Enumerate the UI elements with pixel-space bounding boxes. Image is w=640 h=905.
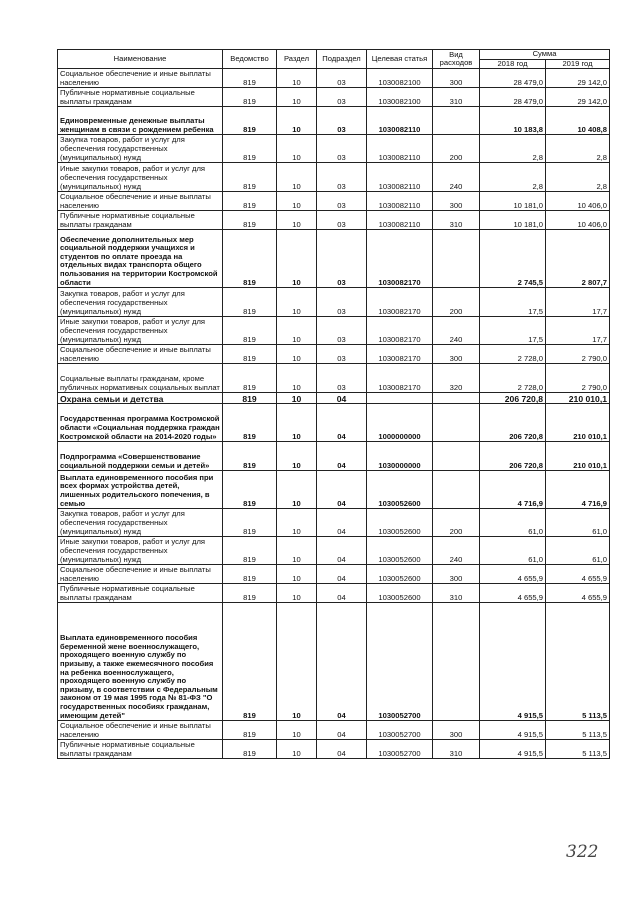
row-expense-type: 200: [433, 288, 480, 317]
row-name: Социальное обеспечение и иные выплаты населению: [58, 565, 223, 584]
row-dept: 819: [223, 288, 277, 317]
row-name: Закупка товаров, работ и услуг для обеспечения государственных (муниципальных) нужд: [58, 288, 223, 317]
row-sum-2019: 2 790,0: [546, 345, 610, 364]
row-section: 10: [277, 584, 317, 603]
row-subsection: 03: [317, 107, 367, 135]
row-subsection: 04: [317, 740, 367, 759]
row-subsection: 04: [317, 584, 367, 603]
row-name: Охрана семьи и детства: [58, 393, 223, 404]
row-subsection: 03: [317, 288, 367, 317]
row-sum-2018: 17,5: [480, 288, 546, 317]
row-expense-type: 310: [433, 88, 480, 107]
row-target: [367, 393, 433, 404]
row-target: 1030082170: [367, 345, 433, 364]
table-row: [58, 565, 610, 584]
row-section: 10: [277, 163, 317, 192]
header-2019: 2019 год: [546, 59, 610, 69]
row-sum-2019: 10 406,0: [546, 211, 610, 230]
header-section: Раздел: [277, 50, 317, 69]
row-target: 1000000000: [367, 404, 433, 442]
row-sum-2019: 10 406,0: [546, 192, 610, 211]
row-sum-2018: 61,0: [480, 509, 546, 537]
row-sum-2019: 4 655,9: [546, 584, 610, 603]
table-row: [58, 471, 610, 509]
row-section: 10: [277, 603, 317, 721]
row-section: 10: [277, 509, 317, 537]
table-row: [58, 509, 610, 537]
row-subsection: 03: [317, 69, 367, 88]
row-sum-2019: 10 408,8: [546, 107, 610, 135]
row-expense-type: 300: [433, 69, 480, 88]
row-dept: 819: [223, 393, 277, 404]
row-section: 10: [277, 404, 317, 442]
row-expense-type: 300: [433, 192, 480, 211]
header-subsection: Подраздел: [317, 50, 367, 69]
row-name: Социальное обеспечение и иные выплаты населению: [58, 721, 223, 740]
row-subsection: 04: [317, 509, 367, 537]
row-dept: 819: [223, 69, 277, 88]
row-dept: 819: [223, 584, 277, 603]
row-expense-type: 200: [433, 509, 480, 537]
row-expense-type: 300: [433, 345, 480, 364]
row-expense-type: 240: [433, 537, 480, 565]
row-sum-2018: 4 915,5: [480, 740, 546, 759]
row-expense-type: [433, 404, 480, 442]
row-target: 1030052700: [367, 740, 433, 759]
table-row: [58, 163, 610, 192]
row-name: Государственная программа Костромской области «Социальная поддержка граждан Костромской области на 2014-2020 годы»: [58, 404, 223, 442]
row-sum-2018: 28 479,0: [480, 88, 546, 107]
row-name: Социальное обеспечение и иные выплаты населению: [58, 69, 223, 88]
row-section: 10: [277, 565, 317, 584]
row-sum-2018: 2,8: [480, 135, 546, 163]
header-name: Наименование: [58, 50, 223, 69]
row-subsection: 04: [317, 471, 367, 509]
row-target: 1030052600: [367, 471, 433, 509]
row-section: 10: [277, 345, 317, 364]
row-subsection: 03: [317, 364, 367, 393]
row-sum-2018: 2 728,0: [480, 364, 546, 393]
row-section: 10: [277, 364, 317, 393]
row-expense-type: [433, 107, 480, 135]
row-sum-2018: 2 728,0: [480, 345, 546, 364]
row-dept: 819: [223, 565, 277, 584]
row-name: Подпрограмма «Совершенствование социальной поддержки семьи и детей»: [58, 442, 223, 471]
row-name: Иные закупки товаров, работ и услуг для обеспечения государственных (муниципальных) нужд: [58, 537, 223, 565]
row-sum-2019: 2,8: [546, 135, 610, 163]
row-sum-2019: 210 010,1: [546, 442, 610, 471]
table-row: [58, 584, 610, 603]
row-sum-2019: 17,7: [546, 317, 610, 345]
row-name: Публичные нормативные социальные выплаты гражданам: [58, 211, 223, 230]
row-sum-2018: 206 720,8: [480, 404, 546, 442]
row-sum-2018: 17,5: [480, 317, 546, 345]
table-row: [58, 721, 610, 740]
row-name: Выплата единовременного пособия беременной жене военнослужащего, проходящего военную службу по призыву, а также ежемесячного пособия на ребенка военнослужащего, проходящего военную службу по призыву, в соответствии с Федеральным законом от 19 мая 1995 года № 81-ФЗ "О государственных пособиях гражданам, имеющим детей": [58, 603, 223, 721]
table-row: [58, 393, 610, 404]
row-name: Социальные выплаты гражданам, кроме публичных нормативных социальных выплат: [58, 364, 223, 393]
row-target: 1030082110: [367, 192, 433, 211]
table-row: [58, 317, 610, 345]
row-name: Иные закупки товаров, работ и услуг для обеспечения государственных (муниципальных) нужд: [58, 163, 223, 192]
row-sum-2018: 4 915,5: [480, 721, 546, 740]
row-dept: 819: [223, 509, 277, 537]
page-number: 322: [566, 842, 599, 862]
row-sum-2019: 17,7: [546, 288, 610, 317]
row-expense-type: 310: [433, 211, 480, 230]
table-row: [58, 88, 610, 107]
row-sum-2018: 4 915,5: [480, 603, 546, 721]
table-row: [58, 603, 610, 721]
table-row: [58, 69, 610, 88]
row-expense-type: [433, 393, 480, 404]
row-subsection: 03: [317, 317, 367, 345]
header-dept: Ведомство: [223, 50, 277, 69]
row-section: 10: [277, 107, 317, 135]
row-dept: 819: [223, 317, 277, 345]
budget-table: [57, 49, 610, 759]
row-target: 1030052700: [367, 721, 433, 740]
table-row: [58, 345, 610, 364]
row-target: 1030082110: [367, 163, 433, 192]
row-target: 1030052600: [367, 509, 433, 537]
row-section: 10: [277, 740, 317, 759]
row-section: 10: [277, 721, 317, 740]
row-sum-2018: 206 720,8: [480, 393, 546, 404]
row-sum-2019: 4 716,9: [546, 471, 610, 509]
row-expense-type: 310: [433, 584, 480, 603]
table-row: [58, 192, 610, 211]
row-dept: 819: [223, 603, 277, 721]
row-dept: 819: [223, 740, 277, 759]
row-section: 10: [277, 288, 317, 317]
row-dept: 819: [223, 107, 277, 135]
row-sum-2018: 4 655,9: [480, 584, 546, 603]
row-subsection: 04: [317, 393, 367, 404]
row-target: 1030082100: [367, 69, 433, 88]
row-expense-type: 240: [433, 317, 480, 345]
row-subsection: 04: [317, 537, 367, 565]
header-2018: 2018 год: [480, 59, 546, 69]
row-name: Обеспечение дополнительных мер социальной поддержки учащихся и студентов по оплате проезда на отдельных видах транспорта общего пользования на территории Костромской области: [58, 230, 223, 288]
row-dept: 819: [223, 471, 277, 509]
row-dept: 819: [223, 135, 277, 163]
row-name: Публичные нормативные социальные выплаты гражданам: [58, 584, 223, 603]
row-section: 10: [277, 211, 317, 230]
row-sum-2018: 4 716,9: [480, 471, 546, 509]
row-dept: 819: [223, 211, 277, 230]
row-name: Единовременные денежные выплаты женщинам в связи с рождением ребенка: [58, 107, 223, 135]
row-expense-type: 300: [433, 721, 480, 740]
row-sum-2018: 28 479,0: [480, 69, 546, 88]
row-dept: 819: [223, 721, 277, 740]
row-expense-type: [433, 230, 480, 288]
row-target: 1030082170: [367, 230, 433, 288]
row-dept: 819: [223, 537, 277, 565]
row-dept: 819: [223, 163, 277, 192]
row-section: 10: [277, 135, 317, 163]
header-target: Целевая статья: [367, 50, 433, 69]
row-expense-type: 320: [433, 364, 480, 393]
row-sum-2019: 61,0: [546, 509, 610, 537]
table-row: [58, 537, 610, 565]
table-row: [58, 107, 610, 135]
row-section: 10: [277, 393, 317, 404]
header-expense-type: Вид расходов: [433, 50, 480, 69]
row-expense-type: [433, 471, 480, 509]
row-section: 10: [277, 537, 317, 565]
row-subsection: 03: [317, 230, 367, 288]
row-name: Закупка товаров, работ и услуг для обеспечения государственных (муниципальных) нужд: [58, 135, 223, 163]
row-target: 1030082110: [367, 211, 433, 230]
row-expense-type: 240: [433, 163, 480, 192]
table-row: [58, 740, 610, 759]
row-sum-2019: 29 142,0: [546, 69, 610, 88]
row-target: 1030052600: [367, 584, 433, 603]
row-expense-type: [433, 603, 480, 721]
row-dept: 819: [223, 364, 277, 393]
row-section: 10: [277, 471, 317, 509]
row-section: 10: [277, 442, 317, 471]
table-row: [58, 211, 610, 230]
table-row: [58, 404, 610, 442]
row-subsection: 04: [317, 565, 367, 584]
row-sum-2019: 2 807,7: [546, 230, 610, 288]
row-sum-2019: 210 010,1: [546, 393, 610, 404]
row-expense-type: 200: [433, 135, 480, 163]
row-dept: 819: [223, 88, 277, 107]
row-subsection: 04: [317, 603, 367, 721]
row-expense-type: [433, 442, 480, 471]
row-section: 10: [277, 317, 317, 345]
table-row: [58, 230, 610, 288]
row-sum-2018: 4 655,9: [480, 565, 546, 584]
row-name: Публичные нормативные социальные выплаты гражданам: [58, 740, 223, 759]
row-dept: 819: [223, 230, 277, 288]
row-dept: 819: [223, 345, 277, 364]
row-sum-2019: 61,0: [546, 537, 610, 565]
row-subsection: 04: [317, 721, 367, 740]
table-row: [58, 442, 610, 471]
row-subsection: 03: [317, 163, 367, 192]
row-sum-2018: 61,0: [480, 537, 546, 565]
row-name: Выплата единовременного пособия при всех формах устройства детей, лишенных родительского попечения, в семью: [58, 471, 223, 509]
row-section: 10: [277, 69, 317, 88]
row-dept: 819: [223, 404, 277, 442]
row-sum-2019: 2,8: [546, 163, 610, 192]
row-name: Иные закупки товаров, работ и услуг для обеспечения государственных (муниципальных) нужд: [58, 317, 223, 345]
row-name: Социальное обеспечение и иные выплаты населению: [58, 192, 223, 211]
row-name: Закупка товаров, работ и услуг для обеспечения государственных (муниципальных) нужд: [58, 509, 223, 537]
row-sum-2018: 2,8: [480, 163, 546, 192]
row-dept: 819: [223, 442, 277, 471]
row-sum-2019: 210 010,1: [546, 404, 610, 442]
row-sum-2019: 5 113,5: [546, 740, 610, 759]
row-target: 1030082170: [367, 364, 433, 393]
row-sum-2019: 4 655,9: [546, 565, 610, 584]
row-target: 1030000000: [367, 442, 433, 471]
row-target: 1030052600: [367, 565, 433, 584]
row-expense-type: 310: [433, 740, 480, 759]
row-sum-2019: 2 790,0: [546, 364, 610, 393]
row-target: 1030082100: [367, 88, 433, 107]
row-dept: 819: [223, 192, 277, 211]
row-target: 1030082110: [367, 107, 433, 135]
row-sum-2018: 10 181,0: [480, 211, 546, 230]
header-sum: Сумма: [480, 50, 610, 60]
row-target: 1030082170: [367, 317, 433, 345]
row-sum-2018: 10 183,8: [480, 107, 546, 135]
row-target: 1030082110: [367, 135, 433, 163]
row-expense-type: 300: [433, 565, 480, 584]
row-sum-2018: 206 720,8: [480, 442, 546, 471]
row-target: 1030082170: [367, 288, 433, 317]
row-sum-2019: 29 142,0: [546, 88, 610, 107]
row-section: 10: [277, 88, 317, 107]
row-name: Публичные нормативные социальные выплаты гражданам: [58, 88, 223, 107]
row-sum-2018: 10 181,0: [480, 192, 546, 211]
row-subsection: 03: [317, 211, 367, 230]
row-sum-2018: 2 745,5: [480, 230, 546, 288]
row-sum-2019: 5 113,5: [546, 721, 610, 740]
table-row: [58, 135, 610, 163]
row-section: 10: [277, 192, 317, 211]
table-row: [58, 288, 610, 317]
row-subsection: 04: [317, 442, 367, 471]
table-row: [58, 364, 610, 393]
row-name: Социальное обеспечение и иные выплаты населению: [58, 345, 223, 364]
row-target: 1030052600: [367, 537, 433, 565]
row-target: 1030052700: [367, 603, 433, 721]
row-subsection: 03: [317, 345, 367, 364]
row-section: 10: [277, 230, 317, 288]
row-sum-2019: 5 113,5: [546, 603, 610, 721]
row-subsection: 03: [317, 135, 367, 163]
row-subsection: 04: [317, 404, 367, 442]
row-subsection: 03: [317, 88, 367, 107]
row-subsection: 03: [317, 192, 367, 211]
